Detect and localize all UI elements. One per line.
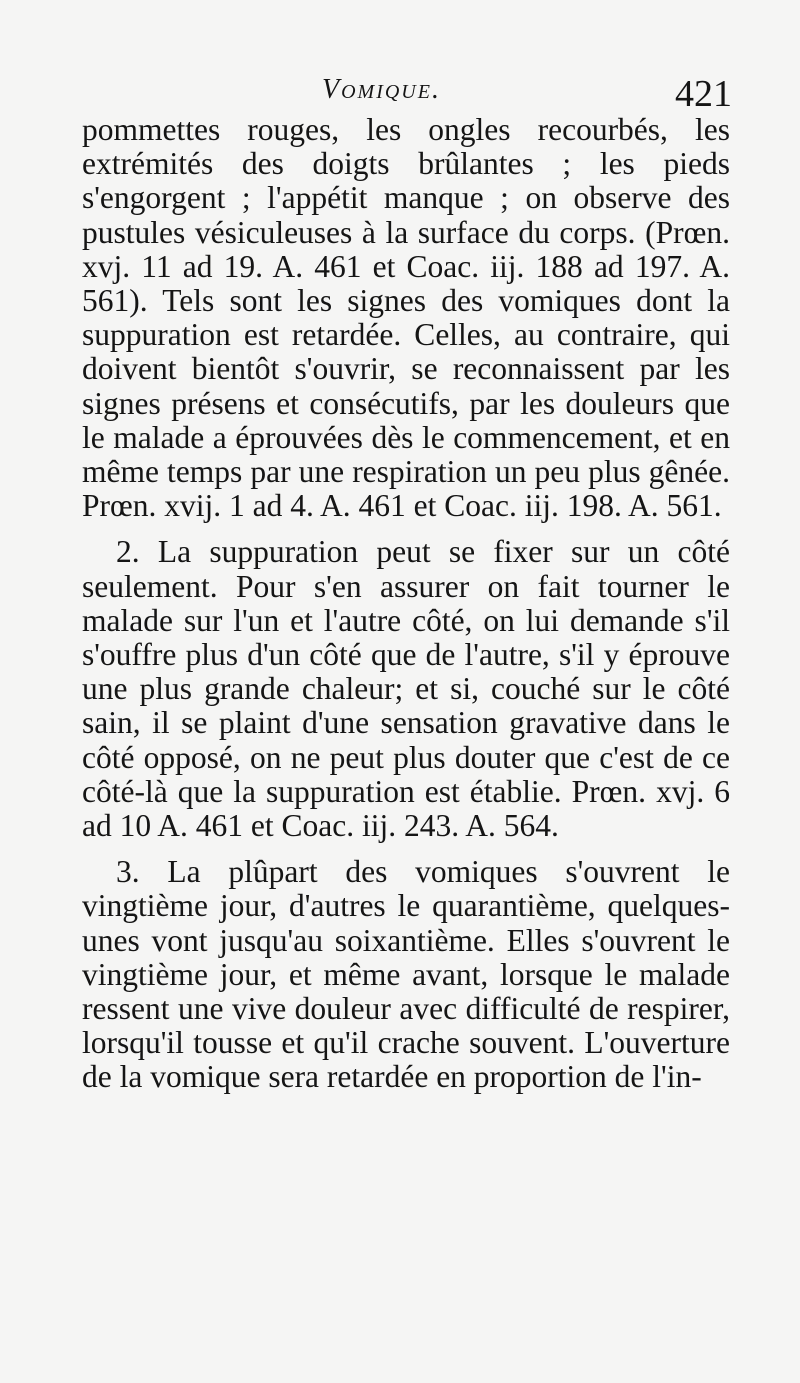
page-number: 421 — [675, 73, 732, 115]
running-title: Vomique. — [322, 74, 441, 105]
body-text — [82, 113, 730, 1095]
paragraph-3: 3. La plûpart des vomiques s'ouvrent le vingtième jour, d'autres le quarantième, quelques-unes vont jusqu'au soixantième. Elles s'ouvrent le vingtième jour, et même avant, lorsque le malade ressent une vive douleur avec difficulté de respirer, lorsqu'il tousse et qu'il crache souvent. L'ouverture de la vomique sera retardée en proportion de l'in- — [82, 854, 730, 1095]
paragraph-continuation: pommettes rouges, les ongles recourbés, les extrémités des doigts brûlantes ; les pieds s'engorgent ; l'appétit manque ; on observe des pustules vésiculeuses à la surface du corps. (Prœn. xvj. 11 ad 19. A. 461 et Coac. iij. 188 ad 197. A. 561). Tels sont les signes des vomiques dont la suppuration est retardée. Celles, au contraire, qui doivent bientôt s'ouvrir, se reconnaissent par les signes présens et consécutifs, par les douleurs que le malade a éprouvées dès le commencement, et en même temps par une respiration un peu plus gênée. Prœn. xvij. 1 ad 4. A. 461 et Coac. iij. 198. A. 561. — [82, 112, 730, 524]
paragraph-2: 2. La suppuration peut se fixer sur un côté seulement. Pour s'en assurer on fait tourner le malade sur l'un et l'autre côté, on lui demande s'il s'ouffre plus d'un côté que de l'autre, s'il y éprouve une plus grande chaleur; et si, couché sur le côté sain, il se plaint d'une sensation gravative dans le côté opposé, on ne peut plus douter que c'est de ce côté-là que la suppuration est établie. Prœn. xvj. 6 ad 10 A. 461 et Coac. iij. 243. A. 564. — [82, 534, 730, 844]
